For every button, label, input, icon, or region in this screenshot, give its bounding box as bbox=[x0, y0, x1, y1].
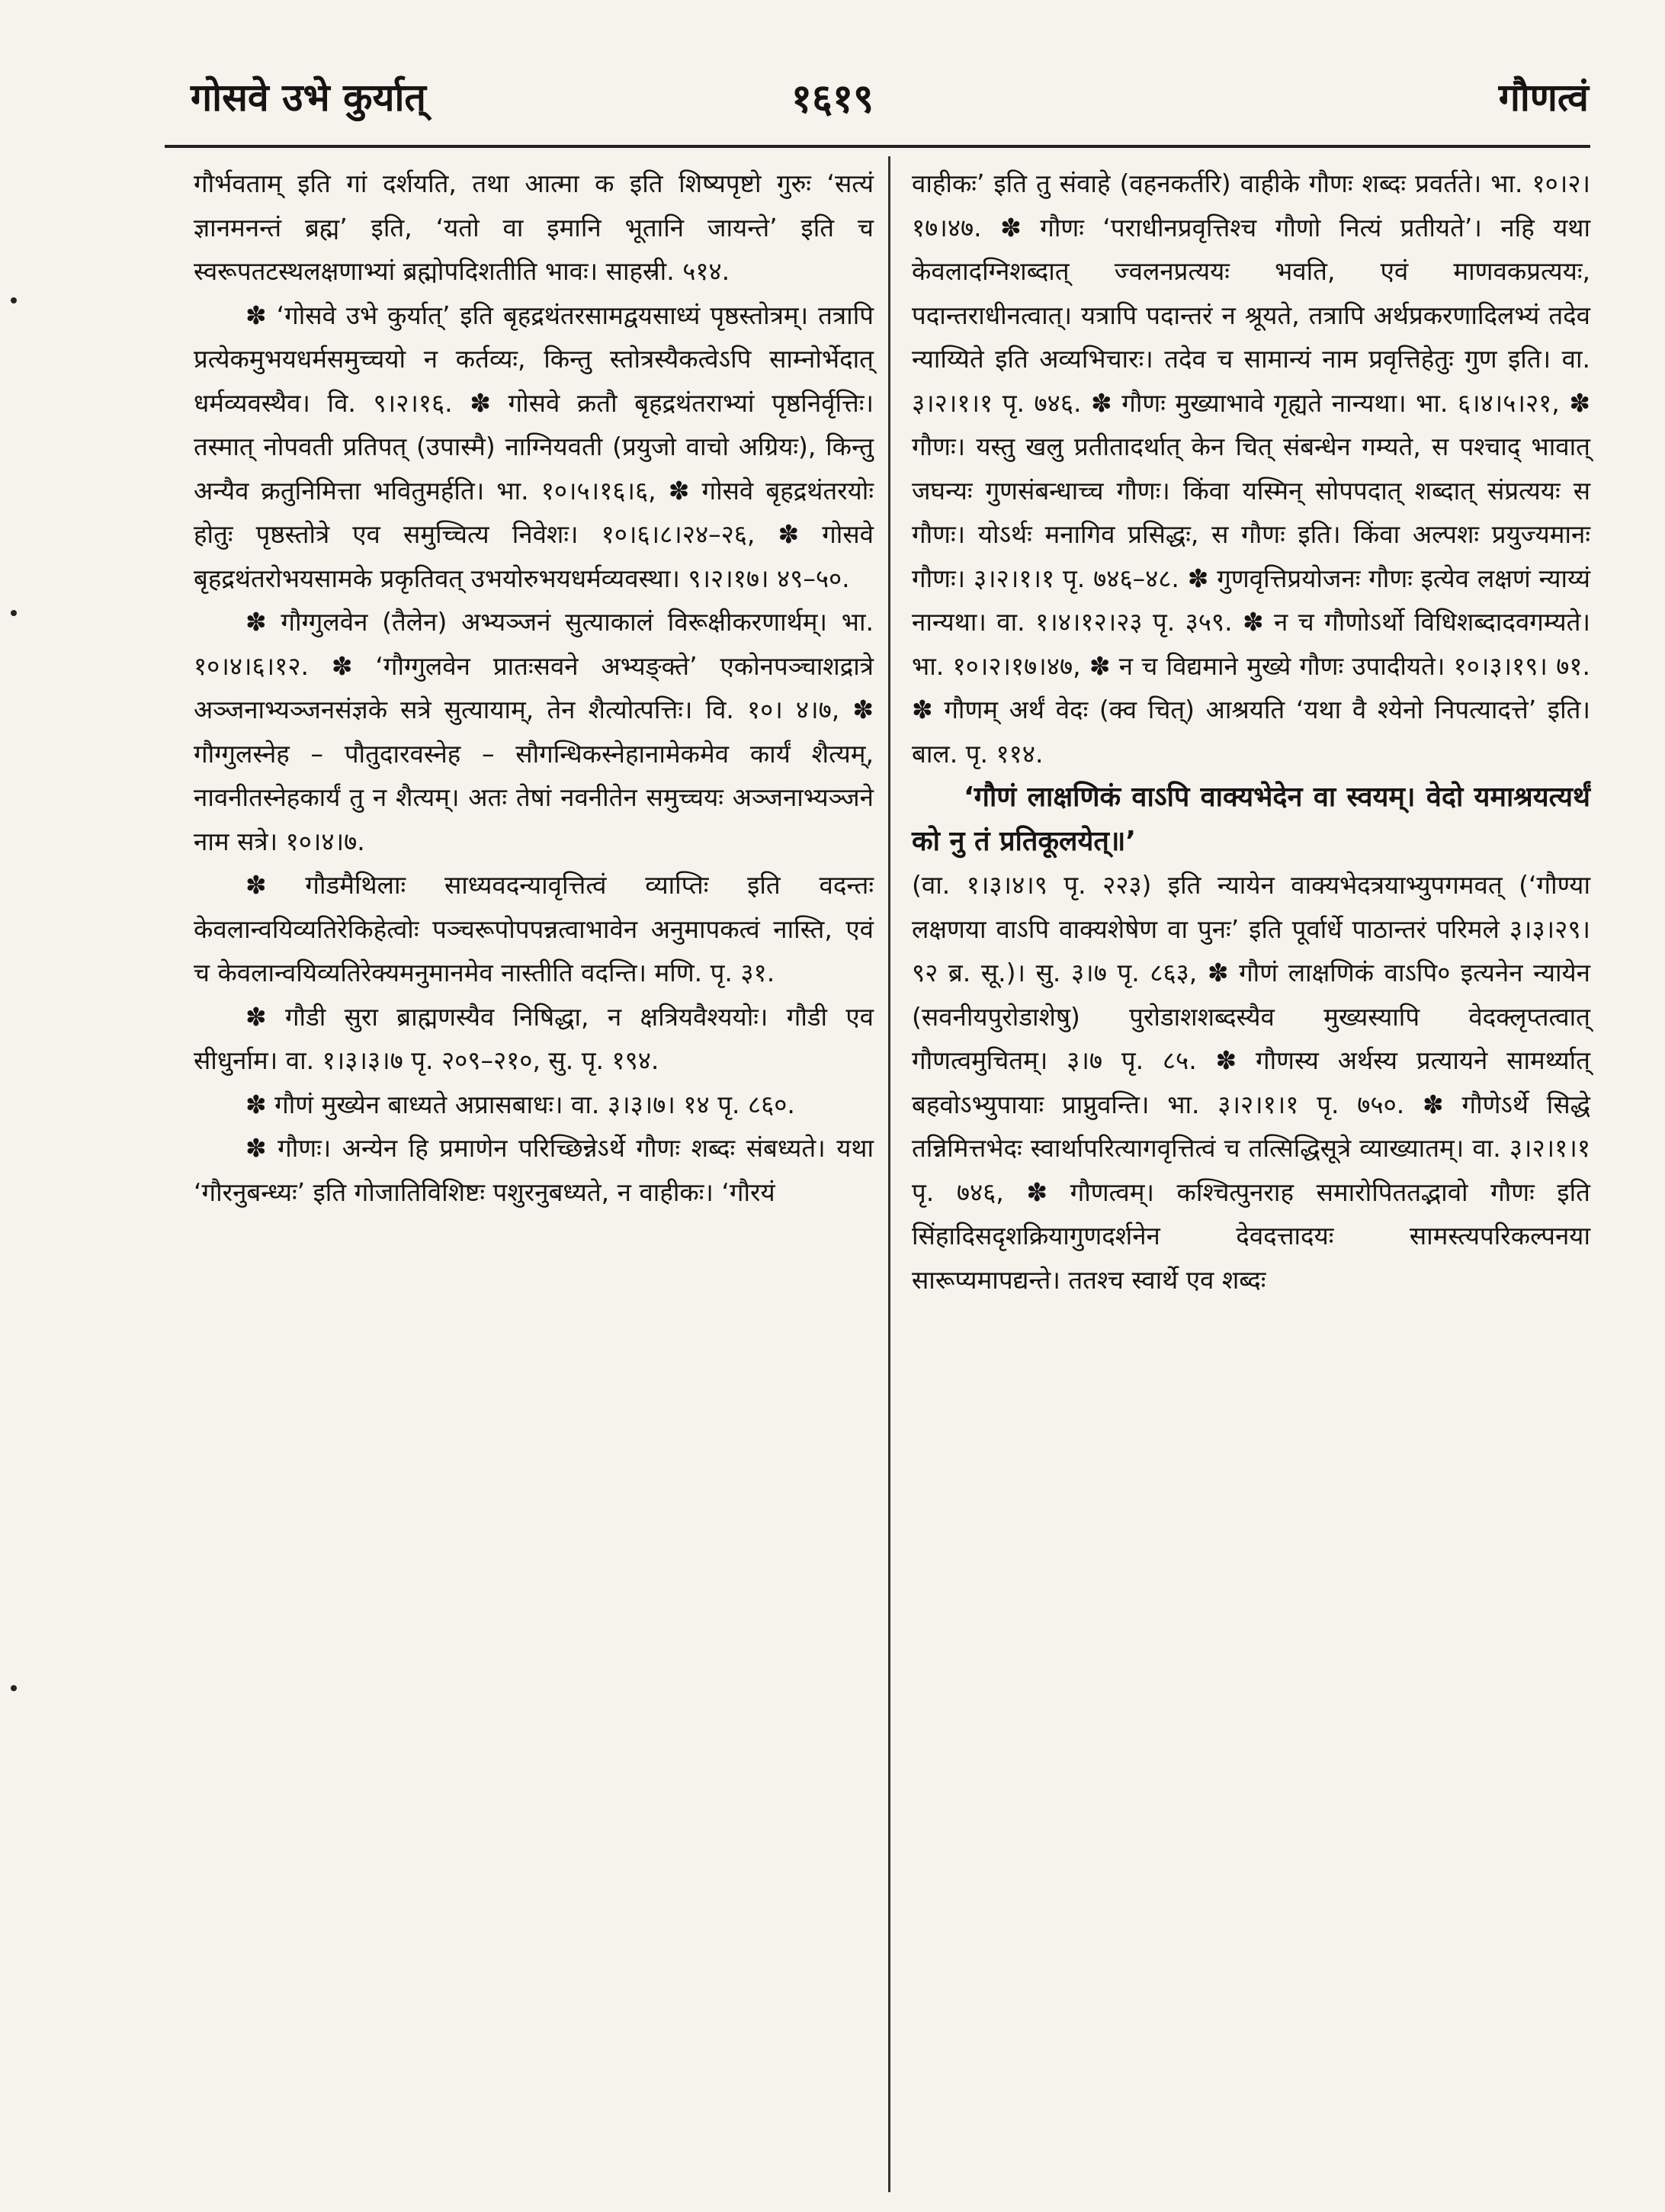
right-column bbox=[912, 162, 1590, 1302]
margin-dot bbox=[11, 610, 17, 616]
entry-paragraph: (वा. १।३।४।९ पृ. २२३) इति न्यायेन वाक्यभेदत्रयाभ्युपगमवत् (‘गौण्या लक्षणया वाऽपि वाक्यशेषेण वा पुनः’ इति पूर्वार्धे पाठान्तरं परिमले ३।३।२९।९२ ब्र. सू.)। सु. ३।७ पृ. ८६३, ✽ गौणं लाक्षणिकं वाऽपि० इत्यनेन न्यायेन (सवनीयपुरोडाशेषु) पुरोडाशशब्दस्यैव मुख्यस्यापि वेदक्लृप्तत्वात् गौणत्वमुचितम्। ३।७ पृ. ८५. ✽ गौणस्य अर्थस्य प्रत्यायने सामर्थ्यात् बहवोऽभ्युपायाः प्राप्नुवन्ति। भा. ३।२।१।१ पृ. ७५०. ✽ गौणेऽर्थे सिद्धे तन्निमित्तभेदः स्वार्थापरित्यागवृत्तित्वं च तत्सिद्धिसूत्रे व्याख्यातम्। वा. ३।२।१।१ पृ. ७४६, ✽ गौणत्वम्। कश्चित्पुनराह समारोपिततद्भावो गौणः इति सिंहादिसदृशक्रियागुणदर्शनेन देवदत्तादयः सामस्त्यपरिकल्पनया सारूप्यमापद्यन्ते। ततश्च स्वार्थे एव शब्दः bbox=[912, 870, 1590, 1295]
verse-quotation: ‘गौणं लाक्षणिकं वाऽपि वाक्यभेदेन वा स्वयम्। वेदो यमाश्रयत्यर्थं को नु तं प्रतिकूलयेत्॥’ bbox=[912, 782, 1590, 857]
header-rule bbox=[165, 145, 1590, 148]
entry-paragraph: ✽ गौणं मुख्येन बाध्यते अप्रासबाधः। वा. ३।३।७। १४ पृ. ८६०. bbox=[245, 1089, 795, 1119]
header-right-guideword: गौणत्वं bbox=[1498, 75, 1589, 120]
page-number: १६१९ bbox=[791, 76, 874, 122]
entry-paragraph: ✽ गौणः। अन्येन हि प्रमाणेन परिच्छिन्नेऽर्थे गौणः शब्दः संबध्यते। यथा ‘गौरनुबन्ध्यः’ इति गोजातिविशिष्टः पशुरनुबध्यते, न वाहीकः। ‘गौरयं bbox=[194, 1133, 874, 1207]
entry-paragraph: ✽ गौग्गुलवेन (तैलेन) अभ्यञ्जनं सुत्याकालं विरूक्षीकरणार्थम्। भा. १०।४।६।१२. ✽ ‘गौग्गुलवेन प्रातःसवने अभ्यङ्क्ते’ एकोनपञ्चाशद्रात्रे अञ्जनाभ्यञ्जनसंज्ञके सत्रे सुत्यायाम्, तेन शैत्योत्पत्तिः। वि. १०। ४।७, ✽ गौग्गुलस्नेह – पौतुदारवस्नेह – सौगन्धिकस्नेहानामेकमेव कार्यं शैत्यम्, नावनीतस्नेहकार्यं तु न शैत्यम्। अतः तेषां नवनीतेन समुच्चयः अञ्जनाभ्यञ्जने नाम सत्रे। १०।४।७. bbox=[194, 607, 874, 856]
header-left-guideword: गोसवे उभे कुर्यात् bbox=[191, 75, 426, 120]
page-header bbox=[0, 0, 1665, 152]
entry-paragraph: गौर्भवताम् इति गां दर्शयति, तथा आत्मा क इति शिष्यपृष्टो गुरुः ‘सत्यं ज्ञानमनन्तं ब्रह्म’ इति, ‘यतो वा इमानि भूतानि जायन्ते’ इति च स्वरूपतटस्थलक्षणाभ्यां ब्रह्मोपदिशतीति भावः। साहस्री. ५१४. bbox=[194, 169, 874, 286]
entry-paragraph: ✽ गौडी सुरा ब्राह्मणस्यैव निषिद्धा, न क्षत्रियवैश्ययोः। गौडी एव सीधुर्नाम। वा. १।३।३।७ पृ. २०९–२१०, सु. पृ. १९४. bbox=[194, 1001, 874, 1075]
entry-paragraph: ✽ ‘गोसवे उभे कुर्यात्’ इति बृहद्रथंतरसामद्वयसाध्यं पृष्ठस्तोत्रम्। तत्रापि प्रत्येकमुभयधर्मसमुच्चयो न कर्तव्यः, किन्तु स्तोत्रस्यैकत्वेऽपि साम्नोर्भेदात् धर्मव्यवस्थैव। वि. ९।२।१६. ✽ गोसवे क्रतौ बृहद्रथंतराभ्यां पृष्ठनिर्वृत्तिः। तस्मात् नोपवती प्रतिपत् (उपास्मै) नाग्नियवती (प्रयुजो वाचो अग्रियः), किन्तु अन्यैव क्रतुनिमित्ता भवितुमर्हति। भा. १०।५।१६।६, ✽ गोसवे बृहद्रथंतरयोः होतुः पृष्ठस्तोत्रे एव समुच्चित्य निवेशः। १०।६।८।२४–२६, ✽ गोसवे बृहद्रथंतरोभयसामके प्रकृतिवत् उभयोरुभयधर्मव्यवस्था। ९।२।१७। ४९–५०. bbox=[194, 300, 874, 593]
left-column bbox=[194, 162, 874, 1214]
margin-dot bbox=[11, 297, 17, 303]
entry-paragraph: ✽ गौडमैथिलाः साध्यवदन्यावृत्तित्वं व्याप्तिः इति वदन्तः केवलान्वयिव्यतिरेकिहेत्वोः पञ्चरूपोपपन्नत्वाभावेन अनुमापकत्वं नास्ति, एवं च केवलान्वयिव्यतिरेक्यमनुमानमेव नास्तीति वदन्ति। मणि. पृ. ३१. bbox=[194, 870, 874, 987]
margin-dot bbox=[11, 1685, 17, 1691]
entry-paragraph: वाहीकः’ इति तु संवाहे (वहनकर्तरि) वाहीके गौणः शब्दः प्रवर्तते। भा. १०।२।१७।४७. ✽ गौणः ‘पराधीनप्रवृत्तिश्च गौणो नित्यं प्रतीयते’। नहि यथा केवलादग्निशब्दात् ज्वलनप्रत्ययः भवति, एवं माणवकप्रत्ययः, पदान्तराधीनत्वात्। यत्रापि पदान्तरं न श्रूयते, तत्रापि अर्थप्रकरणादिलभ्यं तदेव न्याय्यिते इति अव्यभिचारः। तदेव च सामान्यं नाम प्रवृत्तिहेतुः गुण इति। वा. ३।२।१।१ पृ. ७४६. ✽ गौणः मुख्याभावे गृह्यते नान्यथा। भा. ६।४।५।२१, ✽ गौणः। यस्तु खलु प्रतीतादर्थात् केन चित् संबन्धेन गम्यते, स पश्चाद् भावात् जघन्यः गुणसंबन्धाच्च गौणः। किंवा यस्मिन् सोपपदात् शब्दात् संप्रत्ययः स गौणः। योऽर्थः मनागिव प्रसिद्धः, स गौणः इति। किंवा अल्पशः प्रयुज्यमानः गौणः। ३।२।१।१ पृ. ७४६–४८. ✽ गुणवृत्तिप्रयोजनः गौणः इत्येव लक्षणं न्याय्यं नान्यथा। वा. १।४।१२।२३ पृ. ३५९. ✽ न च गौणोऽर्थो विधिशब्दादवगम्यते। भा. १०।२।१७।४७, ✽ न च विद्यमाने मुख्ये गौणः उपादीयते। १०।३।१९। ७१. ✽ गौणम् अर्थं वेदः (क्व चित्) आश्रयति ‘यथा वै श्येनो निपत्यादत्ते’ इति। बाल. पृ. ११४. bbox=[912, 169, 1590, 769]
column-divider bbox=[888, 156, 890, 2192]
